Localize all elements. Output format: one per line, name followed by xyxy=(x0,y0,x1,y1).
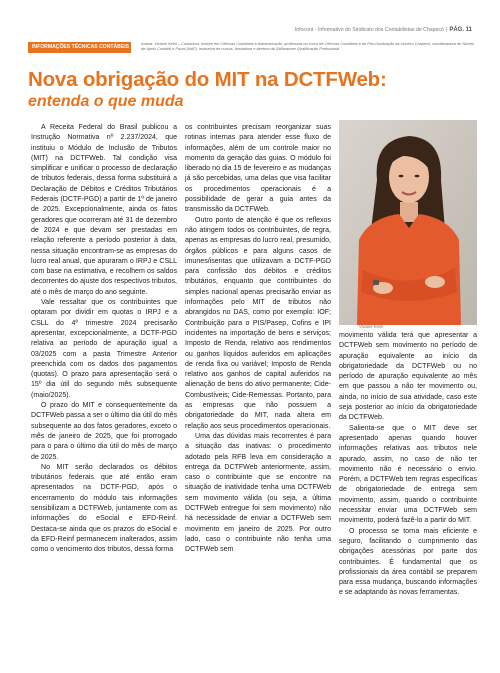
paragraph: Outro ponto de atenção é que os reflexos não atingem todos os contribuintes, de regra, apenas as empresas do lucro real, presumido, órgãos públicos e para alguns casos de imunes/isentas que utilizavam a DCTF-PGD para confissão dos débitos e créditos tributários, enquanto que contribuintes do simples nacional apenas precisarão enviar as informações pelo MIT de tributos não abrangidos no DAS, como por exemplo: IOF; Contribuição para o PIS/Pasep, Cofins e IPI incidentes na importação de bens e serviços; Imposto de Renda, relativo aos rendimentos ou ganhos líquidos auferidos em aplicações de renda fixa ou variável; Imposto de Renda relativo aos ganhos de capital auferidos na alienação de bens do ativo permanente; Cide-Combustíveis; Cide-Remessas. Portanto, para as empresas que não possuem a obrigatoriedade do MIT, nada altera em relação aos seus procedimentos operacionais. xyxy=(185,216,331,430)
photo-credit: Viviane Keim xyxy=(359,324,384,329)
author-photo xyxy=(339,120,477,325)
paragraph: A Receita Federal do Brasil publicou a Instrução Normativa nº 2.237/2024, que instituiu o Módulo de Inclusão de Tributos (MIT) na DCTFWeb. Tal condição visa simplificar e unificar o processo de declaração de tributos federais, dessa forma substituirá a Declaração de Débitos e Créditos Tributários Federais (DCTF-PGD) a partir de 1º de janeiro de 2025. Excepcionalmente, ainda os fatos geradores que ocorreram até 31 de dezembro de 2024 e que devam ser prestadas em relação referente a período posterior à data, nessa situação encontram-se as empresas do lucro real anual, que apuraram o IRPJ e CSLL com base na estimativa, e recolhem os saldos decorrentes do ajuste dos respectivos tributos, até o mês de março do ano seguinte. xyxy=(31,124,177,296)
article-subtitle: entenda o que muda xyxy=(28,93,184,110)
paragraph: Uma das dúvidas mais recorrentes é para a situação das inativas: o procedimento adotado pela RFB leva em consideração a entrega da DCTFWeb anteriormente, assim, caso o contribuinte que se encontre na situação de inatividade tenha uma DCTFWeb sem movimento válida (ou seja, a última DCTFWeb entregue foi sem movimento) não há necessidade de enviar a DCTFWeb sem movimento em janeiro de 2025. Por outro lado, caso o contribuinte não tenha uma DCTFWeb sem xyxy=(185,432,331,554)
paragraph: os contribuintes precisam reorganizar suas rotinas internas para atender esse fluxo de informações, além de um controle maior no momento da geração das guias. O módulo foi liberado no dia 15 de fevereiro e as mudanças já são percebidas, uma delas que visa facilitar os procedimentos operacionais é a possibilidade de gerar a guia antes da transmissão da DCTFWeb. xyxy=(185,124,331,214)
author-portrait-image xyxy=(339,120,477,325)
paragraph: O processo se torna mais eficiente e seguro, facilitando o cumprimento das obrigações acessórias por parte dos contribuintes. É fundamental que os profissionais da área contábil se preparem para essa mudança, buscando informações e se adaptando às novas ferramentas. xyxy=(339,527,477,597)
header-separator: | xyxy=(445,27,448,33)
section-tag: INFORMAÇÕES TÉCNICAS CONTÁBEIS xyxy=(28,42,131,53)
paragraph: No MIT serão declarados os débitos tributários federais que até então eram apresentados na DCTF-PGD, após o encerramento do módulo tais informações sensibilizam a DCTFWeb, juntamente com as informações do eSocial e EFD-Reinf. Destaca-se ainda que os prazos do eSocial e da EFD-Reinf permanecem inalterados, assim como o vencimento dos tributos, dessa forma xyxy=(31,463,177,554)
paragraph: O prazo do MIT e consequentemente da DCTFWeb passa a ser o último dia útil do mês subsequente ao dos fatos geradores, exceto o mês de janeiro de 2025, que foi prorrogado para o para o último dia útil do mês de março de 2025. xyxy=(31,402,177,461)
article-title: Nova obrigação do MIT na DCTFWeb: xyxy=(28,68,387,91)
paragraph: Vale ressaltar que os contribuintes que optaram por dividir em quotas o IRPJ e a CSLL do 4º trimestre 2024 precisarão apresentar, excepcionalmente, a DCTF-PGD relativa ao período de apuração igual a 03/2025 com a pasta Trimestre Anterior preenchida com os dados dos pagamentos (quotas). O prazo para apresentação será o 15º dia útil do segundo mês subsequente (maio/2025). xyxy=(31,299,177,399)
paragraph: movimento válida terá que apresentar a DCTFWeb sem movimento no período de apuração equivalente ao início da obrigatoriedade da DCTFWeb ou no período de apuração equivalente ao mês em que passou a não ter movimento ou, ainda, no início de sua atividade, caso este seja posterior ao início da obrigatoriedade da DCTFWeb. xyxy=(339,332,477,422)
column-2 xyxy=(185,123,331,555)
page-number: PÁG. 11 xyxy=(449,27,472,33)
publication-name: Infocont - Informativo do Sindicato dos Contabilistas de Chapecó xyxy=(294,27,444,33)
running-head xyxy=(295,27,472,33)
author-note: Autora: Viviane Keim – Contadora, mestre em Ciências Contábeis e Administração, professora no curso de Ciências Contábeis e de Pós-Graduação da Unoesc Chapecó, coordenadora do Núcleo de Apoio Contábil e Fiscal (NAF), instrutora de cursos, fundadora e diretora da Skillmanner Qualificação Profissional xyxy=(141,42,475,52)
column-3 xyxy=(339,331,477,599)
paragraph: Salienta-se que o MIT deve ser apresentado apenas quando houver informações relativas aos tributos nele apurado, assim, no caso de não ter movimento não é necessário o envio. Porém, a DCTFWeb tem regras específicas de obrigatoriedade de entrega sem movimento, assim, quando o contribuinte necessitar enviar uma DCTFWeb sem movimento, poderá fazê-lo a partir do MIT. xyxy=(339,424,477,525)
column-1 xyxy=(31,123,177,555)
